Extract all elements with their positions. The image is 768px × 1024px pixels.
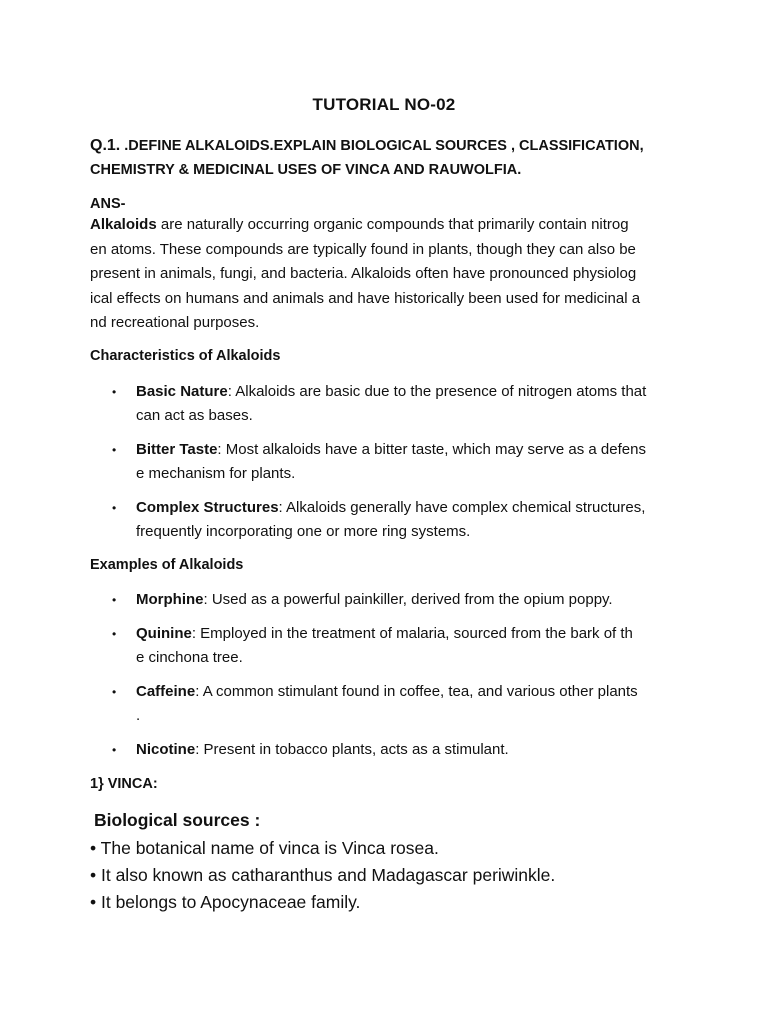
characteristic-item — [112, 438, 696, 486]
example-item — [112, 738, 696, 762]
characteristic-line-1 — [136, 496, 696, 520]
biological-source-point: • It also known as catharanthus and Madagascar periwinkle. — [90, 865, 556, 885]
examples-heading: Examples of Alkaloids — [90, 557, 244, 573]
characteristic-term: Basic Nature — [136, 383, 228, 400]
bullet-icon: • — [112, 685, 117, 699]
example-line-1 — [136, 622, 696, 646]
characteristic-item — [112, 496, 696, 544]
bullet-icon: • — [112, 443, 117, 457]
question-number: Q.1. — [90, 137, 121, 154]
bullet-icon: • — [112, 627, 117, 641]
bullet-icon: • — [112, 593, 117, 607]
biological-sources-heading: Biological sources : — [94, 810, 261, 830]
example-line-1 — [136, 680, 696, 704]
biological-source-point: • The botanical name of vinca is Vinca rosea. — [90, 838, 439, 858]
characteristic-text: : Alkaloids are basic due to the presence of nitrogen atoms that — [227, 383, 647, 400]
intro-line-4: ical effects on humans and animals and have historically been used for medicinal a — [90, 289, 641, 307]
characteristic-term: Complex Structures — [136, 499, 279, 516]
vinca-heading: 1} VINCA: — [90, 776, 158, 792]
intro-paragraph — [90, 213, 690, 336]
page-title: TUTORIAL NO-02 — [312, 95, 456, 114]
characteristic-line-2: can act as bases. — [136, 407, 253, 424]
characteristic-term: Bitter Taste — [136, 441, 218, 458]
characteristic-item — [112, 380, 696, 428]
intro-line-1-text: are naturally occurring organic compounds that primarily contain nitrog — [156, 216, 629, 233]
example-line-2: e cinchona tree. — [136, 649, 243, 666]
example-item — [112, 622, 696, 670]
question-text — [90, 134, 690, 182]
characteristic-line-1 — [136, 438, 696, 462]
example-term: Quinine — [136, 625, 192, 642]
example-text: : A common stimulant found in coffee, tea, and various other plants — [195, 683, 638, 700]
biological-source-point: • It belongs to Apocynaceae family. — [90, 892, 361, 912]
answer-label: ANS- — [90, 196, 126, 212]
example-text: : Used as a powerful painkiller, derived from the opium poppy. — [203, 591, 613, 608]
intro-line-3: present in animals, fungi, and bacteria. Alkaloids often have pronounced physiolog — [90, 265, 637, 282]
intro-line-1 — [90, 213, 690, 238]
example-term: Caffeine — [136, 683, 196, 700]
bullet-icon: • — [112, 743, 117, 757]
characteristic-line-2: e mechanism for plants. — [136, 465, 296, 482]
example-line-1 — [136, 738, 696, 762]
characteristic-line-2: frequently incorporating one or more ring systems. — [136, 523, 471, 540]
intro-line-5: nd recreational purposes. — [90, 314, 260, 331]
example-text: : Employed in the treatment of malaria, sourced from the bark of th — [191, 625, 633, 642]
example-item — [112, 588, 696, 612]
characteristic-text: : Most alkaloids have a bitter taste, which may serve as a defens — [217, 441, 646, 458]
example-item — [112, 680, 696, 728]
question-line-2: CHEMISTRY & MEDICINAL USES OF VINCA AND RAUWOLFIA. — [90, 162, 522, 178]
characteristics-heading: Characteristics of Alkaloids — [90, 348, 281, 364]
example-term: Morphine — [136, 591, 204, 608]
characteristic-text: : Alkaloids generally have complex chemical structures, — [278, 499, 646, 516]
example-line-2: . — [136, 707, 141, 724]
intro-term: Alkaloids — [90, 216, 157, 233]
intro-line-2: en atoms. These compounds are typically found in plants, though they can also be — [90, 240, 636, 258]
example-term: Nicotine — [136, 741, 196, 758]
bullet-icon: • — [112, 501, 117, 515]
question-line-1: .DEFINE ALKALOIDS.EXPLAIN BIOLOGICAL SOURCES , CLASSIFICATION, — [124, 138, 644, 154]
example-line-1 — [136, 588, 696, 612]
characteristic-line-1 — [136, 380, 696, 404]
bullet-icon: • — [112, 385, 117, 399]
example-text: : Present in tobacco plants, acts as a stimulant. — [195, 741, 509, 758]
